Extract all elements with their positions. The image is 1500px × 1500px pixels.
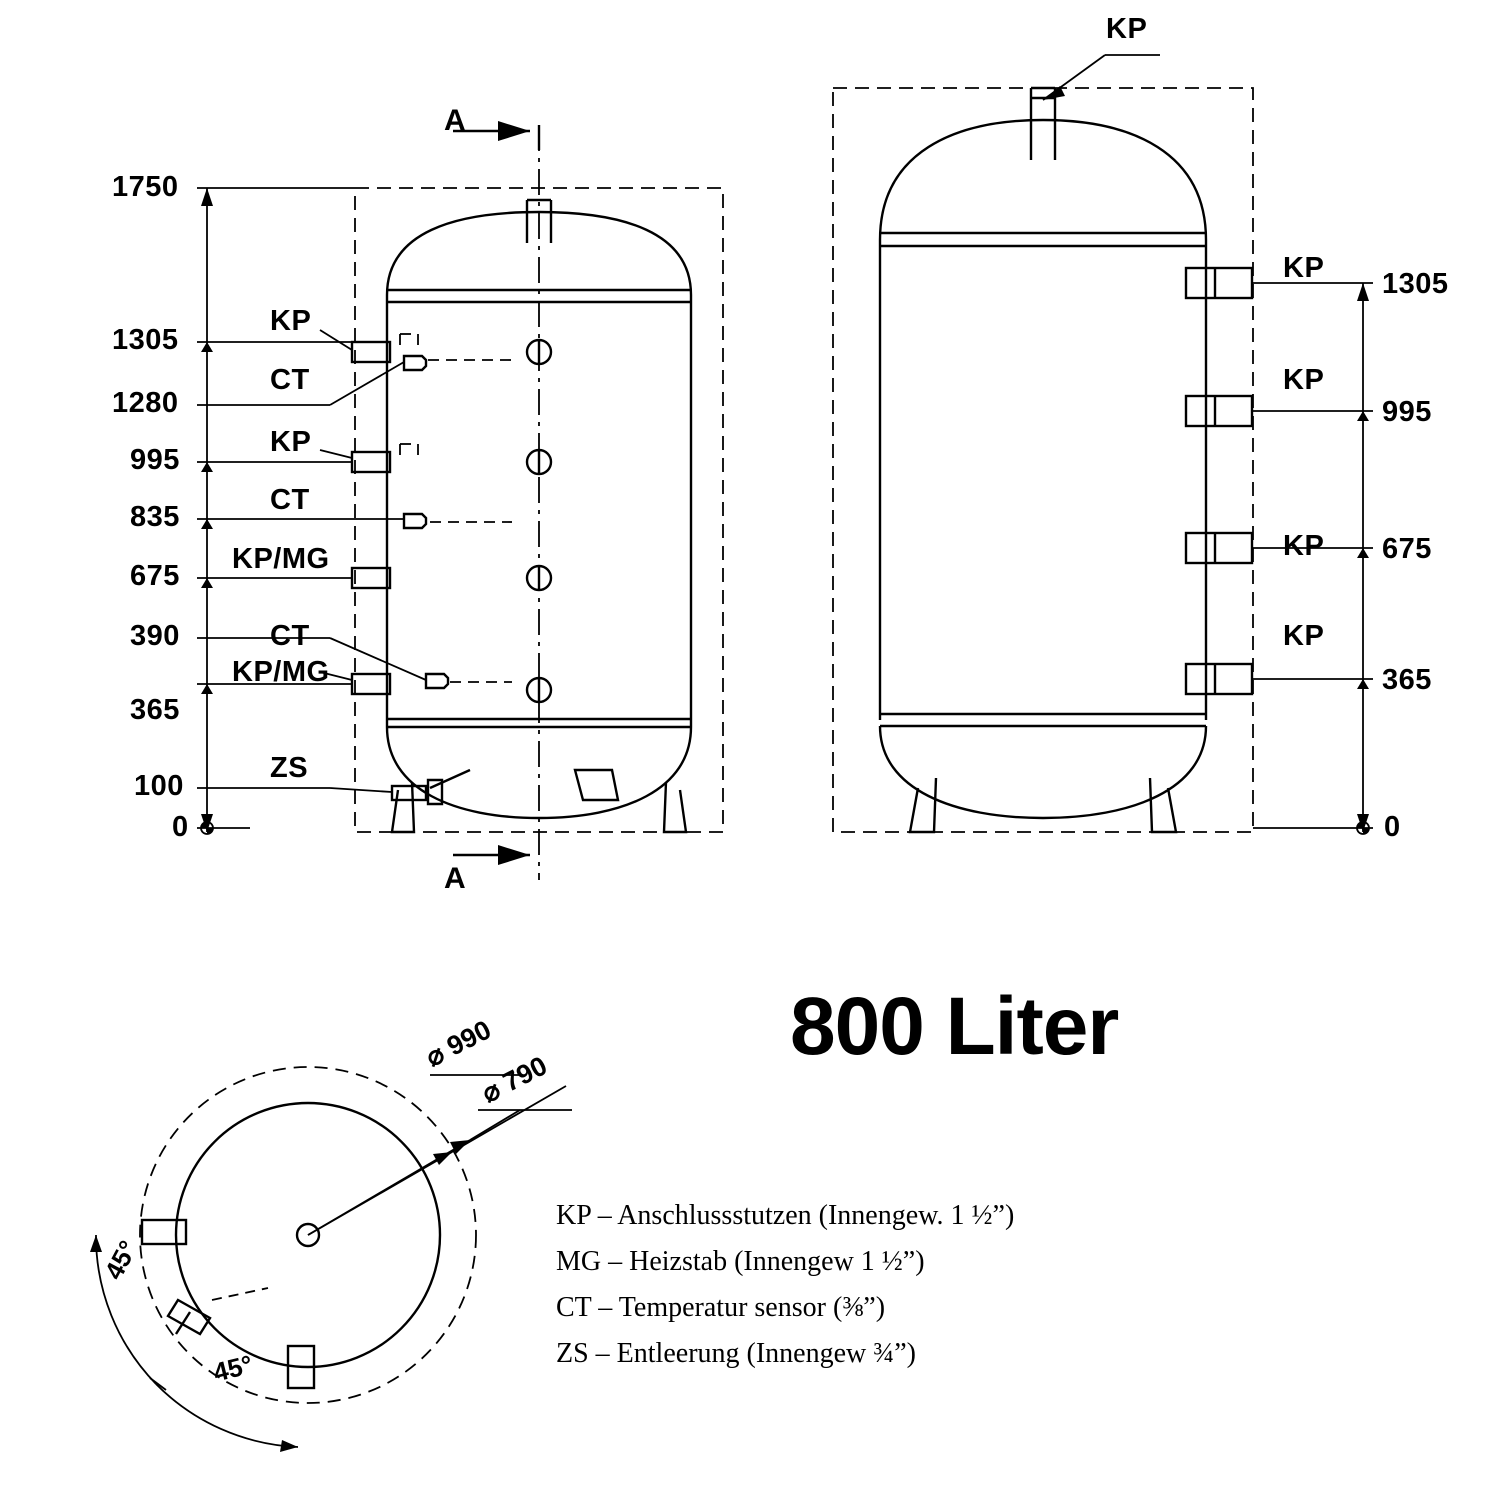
diameter-990-label: ⌀ 990 [420,1014,496,1073]
front-view-dimension-lines [197,188,426,834]
dim-1305: 1305 [112,324,179,356]
port-label-kpmg-675: KP/MG [232,543,330,575]
side-dim-365: 365 [1382,664,1432,696]
legend-item-mg: MG – Heizstab (Innengew 1 ½”) [556,1246,925,1277]
side-port-label-kp-1305: KP [1283,252,1325,284]
port-label-ct-390: CT [270,620,310,652]
dim-1280: 1280 [112,387,179,419]
port-label-kpmg-365: KP/MG [232,656,330,688]
legend-item-ct: CT – Temperatur sensor (⅜”) [556,1292,886,1323]
dim-0-front: 0 [172,811,189,843]
side-port-label-kp-995: KP [1283,364,1325,396]
front-view-nozzles [352,342,448,804]
port-label-ct-835: CT [270,484,310,516]
dim-835: 835 [130,501,180,533]
dim-100: 100 [134,770,184,802]
side-view-nozzles [1186,268,1252,694]
section-letter-top: A [444,104,466,137]
side-view-group [833,55,1373,834]
dim-1750: 1750 [112,171,179,203]
angle-45-second: 45° [210,1348,256,1388]
section-diameter-leaders [308,1075,572,1235]
port-label-ct-1280: CT [270,364,310,396]
front-view-hidden-lines [400,334,512,682]
section-arrow-top [453,121,539,150]
dim-365: 365 [130,694,180,726]
page-title: 800 Liter [790,981,1119,1072]
front-view-tank-outline [387,200,691,832]
angle-45-first: 45° [98,1235,144,1285]
side-port-label-kp-675: KP [1283,530,1325,562]
dim-675: 675 [130,560,180,592]
port-label-kp-1305: KP [270,305,312,337]
side-view-bounding-box [833,88,1253,832]
side-port-label-kp-365: KP [1283,620,1325,652]
side-view-tank-outline [880,88,1206,832]
section-view-group [90,1067,572,1452]
port-label-zs-100: ZS [270,752,309,784]
side-dim-0: 0 [1384,811,1401,843]
side-dim-1305: 1305 [1382,268,1449,300]
dim-995: 995 [130,444,180,476]
legend-item-kp: KP – Anschlussstutzen (Innengew. 1 ½”) [556,1200,1015,1231]
port-label-kp-995: KP [270,426,312,458]
side-view-top-leader [1043,55,1160,100]
side-port-label-top-kp: KP [1106,13,1148,45]
diameter-790-label: ⌀ 790 [476,1050,552,1109]
side-dim-675: 675 [1382,533,1432,565]
side-dim-995: 995 [1382,396,1432,428]
legend-item-zs: ZS – Entleerung (Innengew ¾”) [556,1338,916,1369]
section-letter-bottom: A [444,862,466,895]
dim-390: 390 [130,620,180,652]
